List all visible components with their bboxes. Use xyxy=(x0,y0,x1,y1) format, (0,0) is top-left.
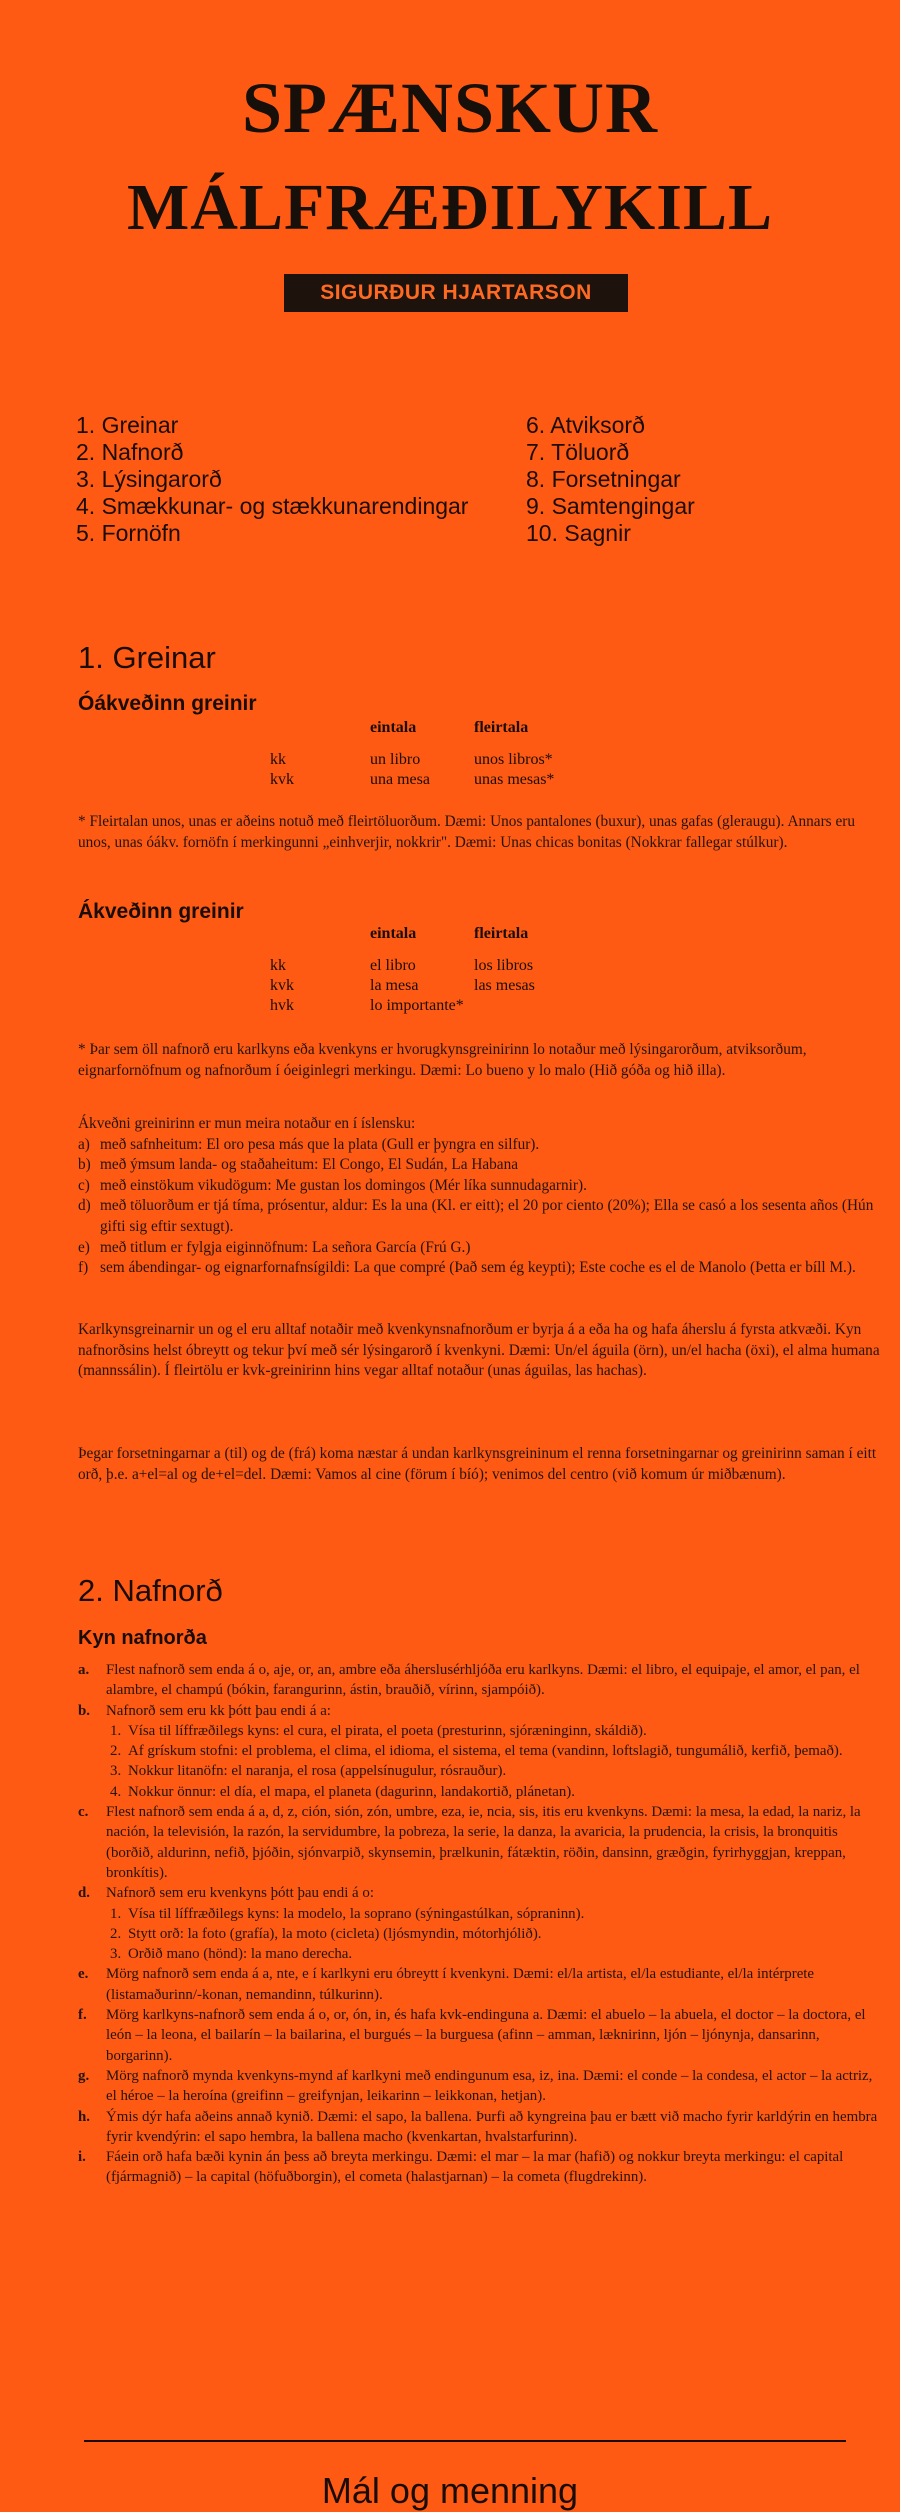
forsetning-paragraph xyxy=(78,1444,884,1485)
toc-item-7: 7. Töluorð xyxy=(526,439,630,465)
noun-subitem-text: Af grískum stofni: el problema, el clima, el idioma, el sistema, el tema (vandinn, loftslagið, tungumálið, kerfið, þemað). xyxy=(128,1743,843,1760)
noun-rule-sublist xyxy=(106,1904,884,1965)
noun-rule-text: Mörg karlkyns-nafnorð sem enda á o, or, ón, in, és hafa kvk-endinguna a. Dæmi: el abuelo – la abuela, el doctor – la doctora, el león – la leona, el bailarín – la bailarina, el burgués – la burguesa (afinn – amman, læknirinn, ljón – ljónynja, dansarinn, borgarinn). xyxy=(106,2007,866,2064)
oak-row xyxy=(270,770,614,790)
ak-singular: la mesa xyxy=(370,977,419,994)
noun-subitem-number: 1. xyxy=(110,1722,122,1739)
toc-item-2: 2. Nafnorð xyxy=(76,439,184,465)
ak-note-text: * Þar sem öll nafnorð eru karlkyns eða kvenkyns er hvorugkynsgreinirinn lo notaður með lýsingarorðum, atviksorðum, eignarfornöfnum og nafnorðum í óeiginlegri merkingu. Dæmi: Lo bueno y lo malo (Hið góða og hið illa). xyxy=(78,1041,807,1079)
ak-plural: los libros xyxy=(474,957,534,974)
oak-singular: una mesa xyxy=(370,771,430,788)
noun-subitem-text: Orðið mano (hönd): la mano derecha. xyxy=(128,1946,353,1963)
usage-label: f) xyxy=(78,1259,89,1277)
oak-header-eintala: eintala xyxy=(370,719,417,736)
section-2-heading: 2. Nafnorð xyxy=(78,1573,223,1608)
noun-subitem-text: Stytt orð: la foto (grafía), la moto (cicleta) (ljósmyndin, mótorhjólið). xyxy=(128,1925,542,1942)
forsetning-text: Þegar forsetningarnar a (til) og de (frá) koma næstar á undan karlkynsgreininum el renna forsetningarnar og greinirinn saman í eitt orð, þ.e. a+el=al og de+el=del. Dæmi: Vamos al cine (förum í bíó); venimos del centro (við komum úr miðbænum). xyxy=(78,1445,877,1483)
oak-plural: unos libros* xyxy=(474,751,553,768)
noun-rule-item xyxy=(78,2147,884,2188)
oak-header-row xyxy=(270,718,614,738)
usage-text: sem ábendingar- og eignarfornafnsígildi: La que compré (Það sem ég keypti); Este coche es el de Manolo (Þetta er bíll M.). xyxy=(100,1259,856,1277)
oak-header-blank xyxy=(270,718,370,738)
noun-rule-subitem xyxy=(110,1782,884,1802)
noun-rule-subitem xyxy=(110,1944,884,1964)
noun-subitem-text: Nokkur litanöfn: el naranja, el rosa (appelsínugulur, rósrauður). xyxy=(128,1763,507,1780)
oak-header-fleirtala: fleirtala xyxy=(474,719,529,736)
noun-rule-text: Ýmis dýr hafa aðeins annað kynið. Dæmi: el sapo, la ballena. Þurfi að kyngreina þau er bætt við macho fyrir karldýrin en hembra fyrir kvendýrin: el sapo hembra, la ballena macho (kvenkartan, hvalstarfurinn). xyxy=(106,2108,878,2145)
toc-item-6: 6. Atviksorð xyxy=(526,412,645,438)
noun-rule-item xyxy=(78,1964,884,2005)
toc-item-10: 10. Sagnir xyxy=(526,520,631,546)
noun-subitem-text: Vísa til líffræðilegs kyns: la modelo, la soprano (sýningastúlkan, sópraninn). xyxy=(128,1905,585,1922)
noun-rule-subitem xyxy=(110,1761,884,1781)
noun-rule-subitem xyxy=(110,1741,884,1761)
usage-label: e) xyxy=(78,1238,90,1256)
toc-item-1: 1. Greinar xyxy=(76,412,179,438)
oak-gender: kk xyxy=(270,751,286,768)
noun-gender-list xyxy=(78,1660,884,2188)
noun-rule-text: Flest nafnorð sem enda á a, d, z, ción, sión, zón, umbre, eza, ie, ncia, sis, itis eru kvenkyns. Dæmi: la mesa, la edad, la nariz, la nación, la televisión, la razón, la servidumbre, la pobreza, la serie, la danza, la avaricia, la prudencia, la crisis, la bronquitis (borðið, aldurinn, nefið, þjóðin, sjónvarpið, skynsemin, þrælkunin, fátæktin, röðin, dansinn, græðgin, fyrirhyggjan, kreppan, bronkítis). xyxy=(106,1804,861,1881)
noun-subitem-text: Vísa til líffræðilegs kyns: el cura, el pirata, el poeta (presturinn, sjóræninginn, skáldið). xyxy=(128,1722,647,1739)
ak-plural: las mesas xyxy=(474,977,535,994)
ak-row xyxy=(270,996,614,1016)
noun-rule-item xyxy=(78,2107,884,2148)
usage-label: a) xyxy=(78,1135,90,1153)
usage-label: d) xyxy=(78,1197,91,1215)
usage-item xyxy=(78,1238,884,1259)
definite-article-heading: Ákveðinn greinir xyxy=(78,900,244,923)
noun-subitem-number: 3. xyxy=(110,1946,122,1963)
usage-intro: Ákveðni greinirinn er mun meira notaður en í íslensku: xyxy=(78,1115,416,1132)
section-1-heading: 1. Greinar xyxy=(78,640,216,675)
noun-rule-item xyxy=(78,1883,884,1964)
usage-item xyxy=(78,1196,884,1237)
ak-row xyxy=(270,976,614,996)
noun-rule-label: i. xyxy=(78,2149,86,2166)
usage-block xyxy=(78,1114,884,1279)
usage-text: með einstökum vikudögum: Me gustan los domingos (Mér líka sunnudagarnir). xyxy=(100,1176,587,1194)
noun-rule-item xyxy=(78,2066,884,2107)
usage-label: b) xyxy=(78,1156,91,1174)
noun-subitem-number: 3. xyxy=(110,1763,122,1780)
noun-rule-label: h. xyxy=(78,2108,91,2125)
indefinite-article-note xyxy=(78,812,884,853)
karlkyns-text: Karlkynsgreinarnir un og el eru alltaf notaðir með kvenkynsnafnorðum er byrja á a eða ha og hafa áherslu á fyrsta atkvæði. Kyn nafnorðsins helst óbreytt og tekur því með sér lýsingarorð í kvenkyni. Dæmi: Un/el águila (örn), un/el hacha (öxi), el alma humana (mannssálin). Í fleirtölu er kvk-greinirinn hins vegar alltaf notaður (unas águilas, las hachas). xyxy=(78,1321,880,1380)
oak-row xyxy=(270,750,614,770)
noun-rule-label: c. xyxy=(78,1804,89,1821)
publisher-name: Mál og menning xyxy=(321,2470,579,2511)
ak-header-fleirtala: fleirtala xyxy=(474,925,529,942)
toc-item-4: 4. Smækkunar- og stækkunarendingar xyxy=(76,493,469,519)
noun-subitem-text: Nokkur önnur: el día, el mapa, el planeta (dagurinn, landakortið, plánetan). xyxy=(128,1783,575,1800)
oak-plural: unas mesas* xyxy=(474,771,555,788)
noun-subitem-number: 1. xyxy=(110,1905,122,1922)
ak-gender: kvk xyxy=(270,977,294,994)
ak-header-blank xyxy=(270,924,370,944)
noun-gender-block xyxy=(78,1660,884,2188)
noun-rule-label: e. xyxy=(78,1966,89,1983)
toc-item-8: 8. Forsetningar xyxy=(526,466,681,492)
title-line-2: MÁLFRÆÐILYKILL xyxy=(127,171,773,244)
noun-gender-heading: Kyn nafnorða xyxy=(78,1627,207,1649)
noun-rule-label: f. xyxy=(78,2007,87,2024)
usage-item xyxy=(78,1258,884,1279)
noun-subitem-number: 2. xyxy=(110,1743,122,1760)
indefinite-article-heading: Óákveðinn greinir xyxy=(78,692,257,715)
noun-rule-item xyxy=(78,2005,884,2066)
ak-header-eintala: eintala xyxy=(370,925,417,942)
footer-rule xyxy=(84,2440,846,2442)
usage-text: með titlum er fylgja eiginnöfnum: La señora García (Frú G.) xyxy=(100,1238,471,1256)
toc-item-3: 3. Lýsingarorð xyxy=(76,466,222,492)
noun-rule-text: Mörg nafnorð mynda kvenkyns-mynd af karlkyni með endingunum esa, iz, ina. Dæmi: el conde – la condesa, el actor – la actriz, el héroe – la heroína (greifinn – greifynjan, leikarinn – leikkonan, hetjan). xyxy=(106,2067,873,2105)
noun-rule-subitem xyxy=(110,1904,884,1924)
oak-gender: kvk xyxy=(270,771,294,788)
ak-singular: lo importante* xyxy=(370,997,464,1014)
toc-item-5: 5. Fornöfn xyxy=(76,520,181,546)
noun-rule-text: Nafnorð sem eru kvenkyns þótt þau endi á o: xyxy=(106,1885,374,1902)
usage-item xyxy=(78,1135,884,1156)
oak-note-text: * Fleirtalan unos, unas er aðeins notuð með fleirtöluorðum. Dæmi: Unos pantalones (buxur), unas gafas (gleraugu). Annars eru unos, unas óákv. fornöfn í merkingunni „einhverjir, nokkrir". Dæmi: Unas chicas bonitas (Nokkrar fallegar stúlkur). xyxy=(78,813,855,851)
indefinite-article-table xyxy=(270,718,614,790)
usage-item xyxy=(78,1176,884,1197)
noun-rule-item xyxy=(78,1701,884,1802)
karlkyns-paragraph xyxy=(78,1320,884,1382)
toc-left-column xyxy=(76,412,468,547)
noun-rule-label: d. xyxy=(78,1885,91,1902)
noun-rule-label: a. xyxy=(78,1662,90,1678)
usage-item xyxy=(78,1155,884,1176)
usage-list xyxy=(78,1135,884,1279)
noun-rule-subitem xyxy=(110,1721,884,1741)
ak-row xyxy=(270,956,614,976)
author-banner: SIGURÐUR HJARTARSON xyxy=(284,274,628,312)
noun-rule-text: Nafnorð sem eru kk þótt þau endi á a: xyxy=(106,1702,331,1719)
noun-subitem-number: 4. xyxy=(110,1783,122,1800)
usage-text: með töluorðum er tjá tíma, prósentur, aldur: Es la una (Kl. er eitt); el 20 por ciento (20%); Ella se casó a los sesenta años (Hún gifti sig eftir sextugt). xyxy=(100,1197,874,1235)
usage-text: með ýmsum landa- og staðaheitum: El Congo, El Sudán, La Habana xyxy=(100,1156,519,1174)
noun-rule-sublist xyxy=(106,1721,884,1802)
noun-rule-text: Mörg nafnorð sem enda á a, nte, e í karlkyni eru óbreytt í kvenkyni. Dæmi: el/la artista, el/la estudiante, el/la intérprete (listamaðurinn/-konan, nemandinn, túlkurinn). xyxy=(106,1966,815,2003)
noun-rule-item xyxy=(78,1660,884,1701)
noun-rule-label: g. xyxy=(78,2067,90,2084)
noun-rule-text: Fáein orð hafa bæði kynin án þess að breyta merkingu. Dæmi: el mar – la mar (hafið) og nokkur breyta merkingu: el capital (fjármagnið) – la capital (höfuðborgin), el cometa (halastjarnan) – la cometa (flugdrekinn). xyxy=(106,2149,844,2186)
definite-article-table xyxy=(270,924,614,1016)
oak-singular: un libro xyxy=(370,751,421,768)
title-line-1: SPÆNSKUR xyxy=(241,68,659,148)
noun-rule-label: b. xyxy=(78,1702,91,1719)
usage-label: c) xyxy=(78,1176,90,1194)
ak-header-row xyxy=(270,924,614,944)
noun-rule-subitem xyxy=(110,1924,884,1944)
toc-right-column xyxy=(526,412,695,547)
ak-gender: hvk xyxy=(270,997,294,1014)
ak-gender: kk xyxy=(270,957,286,974)
ak-singular: el libro xyxy=(370,957,416,974)
noun-rule-text: Flest nafnorð sem enda á o, aje, or, an, ambre eða áherslusérhljóða eru karlkyns. Dæmi: el libro, el equipaje, el amor, el pan, el alambre, el champú (bókin, farangurinn, ástin, brauðið, vírinn, sjampóið). xyxy=(106,1662,860,1699)
noun-rule-item xyxy=(78,1802,884,1883)
noun-subitem-number: 2. xyxy=(110,1925,122,1942)
toc-item-9: 9. Samtengingar xyxy=(526,493,695,519)
definite-article-note xyxy=(78,1040,884,1081)
ak-plural xyxy=(474,996,614,1016)
usage-text: með safnheitum: El oro pesa más que la plata (Gull er þyngra en silfur). xyxy=(100,1135,540,1153)
